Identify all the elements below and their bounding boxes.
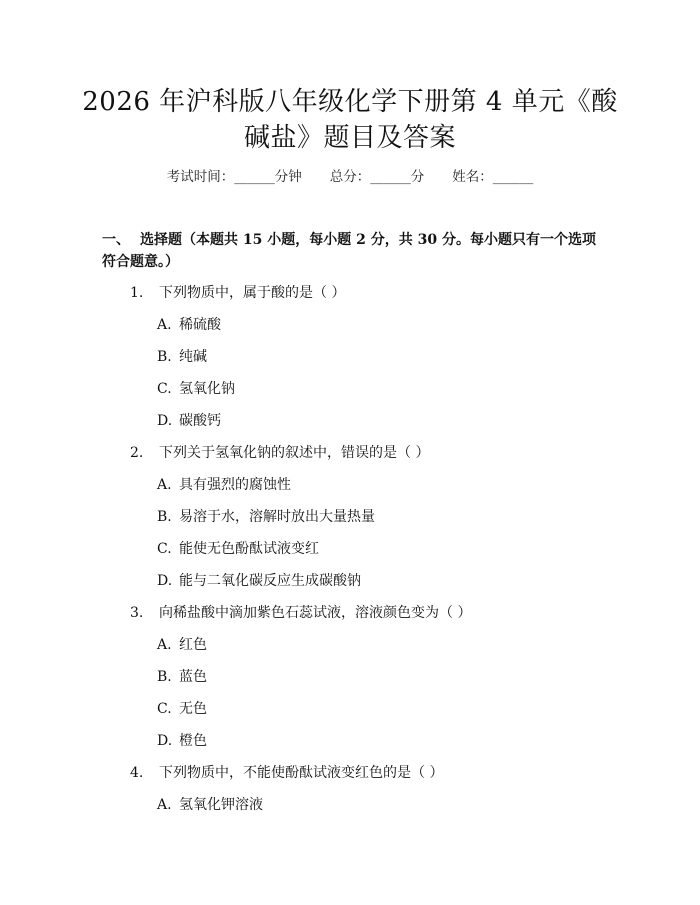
option-text: 碳酸钙 [179, 413, 221, 429]
option-label: A. [157, 317, 172, 333]
question-text: 下列物质中，不能使酚酞试液变红色的是（ ） [159, 765, 444, 781]
total-score-label: 总分：______分 [329, 169, 425, 185]
question-3-option-a [157, 634, 207, 656]
option-text: 无色 [179, 701, 207, 717]
section-text: 选择题（本题共 15 小题，每小题 2 分，共 30 分。每小题只有一个选项符合题意。） [102, 232, 596, 270]
document-title-line1: 2026 年沪科版八年级化学下册第 4 单元《酸 [82, 87, 618, 117]
question-number: 4. [130, 765, 144, 781]
question-number: 2. [130, 445, 144, 461]
option-label: B. [157, 669, 172, 685]
option-label: A. [157, 477, 172, 493]
option-text: 具有强烈的腐蚀性 [179, 477, 291, 493]
option-label: A. [157, 797, 172, 813]
question-3-option-d [157, 730, 207, 752]
exam-time-label: 考试时间：______分钟 [166, 169, 302, 185]
question-1-option-b [157, 346, 207, 368]
option-text: 蓝色 [179, 669, 207, 685]
question-4-option-a [157, 794, 263, 816]
question-3 [130, 602, 471, 624]
question-text: 向稀盐酸中滴加紫色石蕊试液，溶液颜色变为（ ） [159, 605, 472, 621]
option-text: 橙色 [179, 733, 207, 749]
section-number: 一、 [102, 232, 130, 248]
question-text: 下列关于氢氧化钠的叙述中，错误的是（ ） [159, 445, 430, 461]
option-label: A. [157, 637, 172, 653]
question-3-option-b [157, 666, 207, 688]
option-label: C. [157, 381, 172, 397]
question-2-option-c [157, 538, 319, 560]
question-2-option-d [157, 570, 361, 592]
question-1-option-a [157, 314, 221, 336]
question-text: 下列物质中，属于酸的是（ ） [159, 285, 346, 301]
question-2 [130, 442, 429, 464]
student-name-label: 姓名：______ [452, 169, 534, 185]
option-label: D. [157, 733, 173, 749]
option-text: 易溶于水，溶解时放出大量热量 [179, 509, 375, 525]
option-label: B. [157, 509, 172, 525]
option-label: C. [157, 541, 172, 557]
option-label: B. [157, 349, 172, 365]
option-label: C. [157, 701, 172, 717]
option-text: 红色 [179, 637, 207, 653]
option-text: 纯碱 [179, 349, 207, 365]
question-1-option-d [157, 410, 221, 432]
question-number: 3. [130, 605, 144, 621]
question-number: 1. [130, 285, 144, 301]
document-title-line2: 碱盐》题目及答案 [243, 123, 456, 153]
question-1-option-c [157, 378, 235, 400]
option-label: D. [157, 573, 173, 589]
question-2-option-b [157, 506, 375, 528]
option-text: 能使无色酚酞试液变红 [179, 541, 319, 557]
option-text: 氢氧化钠 [179, 381, 235, 397]
exam-info [0, 166, 700, 188]
option-label: D. [157, 413, 173, 429]
question-3-option-c [157, 698, 207, 720]
question-2-option-a [157, 474, 291, 496]
section-heading [102, 229, 602, 273]
question-4 [130, 762, 443, 784]
option-text: 能与二氧化碳反应生成碳酸钠 [179, 573, 361, 589]
option-text: 稀硫酸 [179, 317, 221, 333]
question-1 [130, 282, 345, 304]
option-text: 氢氧化钾溶液 [179, 797, 263, 813]
